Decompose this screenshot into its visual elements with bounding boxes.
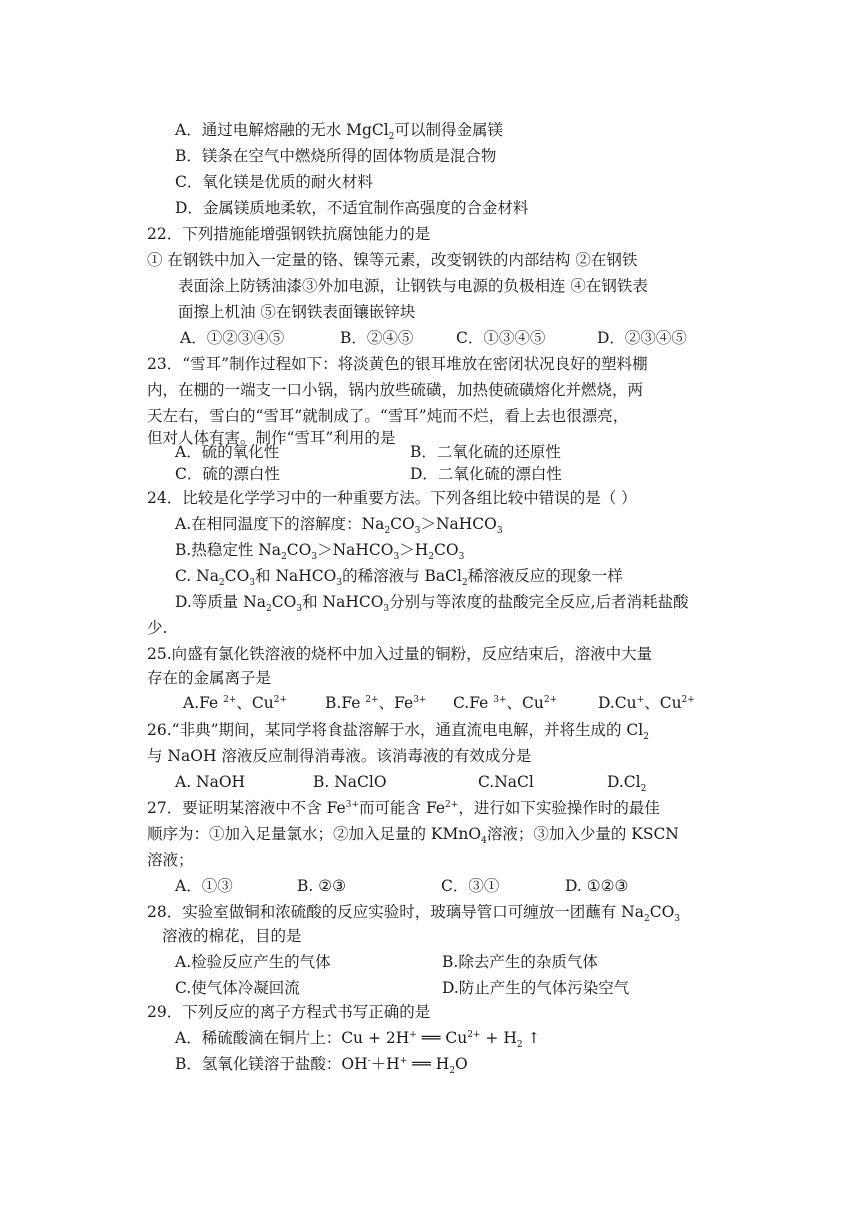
q23-line-3: 天左右，雪白的“雪耳”就制成了。“雪耳”炖而不烂，看上去也很漂亮， bbox=[147, 407, 629, 425]
q28-line-1: 28．实验室做铜和浓硫酸的反应实验时，玻璃导管口可缠放一团蘸有 $Na_2CO_3$ bbox=[147, 903, 681, 925]
q25-option-c: C.Fe $^{3+}$、$Cu^{2+}$ bbox=[453, 694, 558, 712]
q29-option-b: B．氢氧化镁溶于盐酸：OH-＋H+ ══ $H_2O$ bbox=[175, 1055, 468, 1077]
q22-option-d: D．②③④⑤ bbox=[597, 329, 687, 347]
q25-option-a: A.Fe $^{2+}$、$Cu^{2+}$ bbox=[183, 694, 288, 712]
q25-option-d: D.Cu+、$Cu^{2+}$ bbox=[598, 694, 695, 712]
q24-option-b: B.热稳定性 $Na_2CO_3>NaHCO_3>H_2CO_3$ bbox=[175, 541, 465, 563]
q22-line-1: ① 在钢铁中加入一定量的铬、镍等元素，改变钢铁的内部结构 ②在钢铁 bbox=[147, 251, 638, 269]
q23-option-d: D．二氧化硫的漂白性 bbox=[410, 465, 562, 483]
q28-option-a: A.检验反应产生的气体 bbox=[175, 953, 331, 971]
q27-option-b: B. ②③ bbox=[297, 877, 347, 895]
q29-stem: 29．下列反应的离子方程式书写正确的是 bbox=[147, 1003, 431, 1021]
q23-option-a: A．硫的氧化性 bbox=[175, 443, 280, 461]
q27-line-2: 顺序为：①加入足量氯水；②加入足量的 KMnO$_4$溶液；③加入少量的 KSCN bbox=[147, 825, 679, 847]
q21-option-c: C．氧化镁是优质的耐火材料 bbox=[175, 173, 373, 191]
q24-option-d-line-1: D.等质量 $Na_2CO_3$和 NaHCO$_3$分别与等浓度的盐酸完全反应,后者消耗盐酸 bbox=[175, 593, 689, 615]
q26-option-b: B. NaClO bbox=[313, 773, 387, 791]
q26-line-1: 26.“非典”期间，某同学将食盐溶解于水，通直流电电解，并将生成的 $Cl_2$ bbox=[147, 721, 649, 743]
q23-line-4: 但对人体有害。制作“雪耳”利用的是 bbox=[147, 429, 396, 447]
q24-option-a: A.在相同温度下的溶解度：$Na_2CO_3>NaHCO_3$ bbox=[175, 515, 503, 537]
q22-stem: 22．下列措施能增强钢铁抗腐蚀能力的是 bbox=[147, 225, 431, 243]
q23-line-2: 内，在棚的一端支一口小锅，锅内放些硫磺，加热使硫磺熔化并燃烧，两 bbox=[147, 381, 644, 399]
q25-option-b: B.Fe $^{2+}$、$Fe^{3+}$ bbox=[325, 694, 427, 712]
q27-option-c: C．③① bbox=[441, 877, 500, 895]
q24-stem: 24．比较是化学学习中的一种重要方法。下列各组比较中错误的是（ ） bbox=[147, 489, 637, 507]
q27-option-a: A．①③ bbox=[175, 877, 233, 895]
q28-option-b: B.除去产生的杂质气体 bbox=[442, 953, 598, 971]
q25-line-2: 存在的金属离子是 bbox=[147, 669, 272, 687]
q22-line-2: 表面涂上防锈油漆③外加电源，让钢铁与电源的负极相连 ④在钢铁表 bbox=[178, 277, 648, 295]
q22-option-b: B．②④⑤ bbox=[340, 329, 414, 347]
q28-option-d: D.防止产生的气体污染空气 bbox=[442, 979, 630, 997]
q26-option-c: C.NaCl bbox=[478, 773, 534, 791]
q23-line-1: 23．“雪耳”制作过程如下：将淡黄色的银耳堆放在密闭状况良好的塑料棚 bbox=[147, 355, 648, 373]
q22-option-a: A．①②③④⑤ bbox=[180, 329, 285, 347]
q25-line-1: 25.向盛有氯化铁溶液的烧杯中加入过量的铜粉，反应结束后，溶液中大量 bbox=[147, 645, 653, 663]
q26-option-d: $D.Cl_2$ bbox=[607, 773, 647, 795]
q27-line-3: 溶液； bbox=[147, 851, 194, 869]
q22-line-3: 面擦上机油 ⑤在钢铁表面镶嵌锌块 bbox=[178, 303, 416, 321]
q28-option-c: C.使气体冷凝回流 bbox=[175, 979, 300, 997]
q26-option-a: A. NaOH bbox=[175, 773, 246, 791]
q29-option-a: A．稀硫酸滴在铜片上：Cu + 2H+ ══ $Cu^{2+} + H_2$ ↑ bbox=[175, 1029, 541, 1051]
q21-option-d: D．金属镁质地柔软，不适宜制作高强度的合金材料 bbox=[175, 199, 529, 217]
q23-option-c: C．硫的漂白性 bbox=[175, 465, 280, 483]
q28-line-2: 溶液的棉花，目的是 bbox=[162, 927, 302, 945]
q27-option-d: D. ①②③ bbox=[565, 877, 629, 895]
q21-option-a: A．通过电解熔融的无水 MgCl$_2$可以制得金属镁 bbox=[175, 121, 503, 143]
q23-option-b: B．二氧化硫的还原性 bbox=[410, 443, 561, 461]
q24-option-c: C. $Na_2CO_3$和 NaHCO$_3$的稀溶液与 BaCl$_2$稀溶液反应的现象一样 bbox=[175, 567, 623, 589]
q21-option-b: B．镁条在空气中燃烧所得的固体物质是混合物 bbox=[175, 147, 497, 165]
q26-line-2: 与 NaOH 溶液反应制得消毒液。该消毒液的有效成分是 bbox=[147, 747, 532, 765]
q27-line-1: 27．要证明某溶液中不含 $Fe^{3+}$而可能含 $Fe^{2+}$，进行如下实验操作时的最佳 bbox=[147, 799, 660, 817]
q24-option-d-line-2: 少. bbox=[147, 619, 168, 637]
q22-option-c: C．①③④⑤ bbox=[456, 329, 546, 347]
